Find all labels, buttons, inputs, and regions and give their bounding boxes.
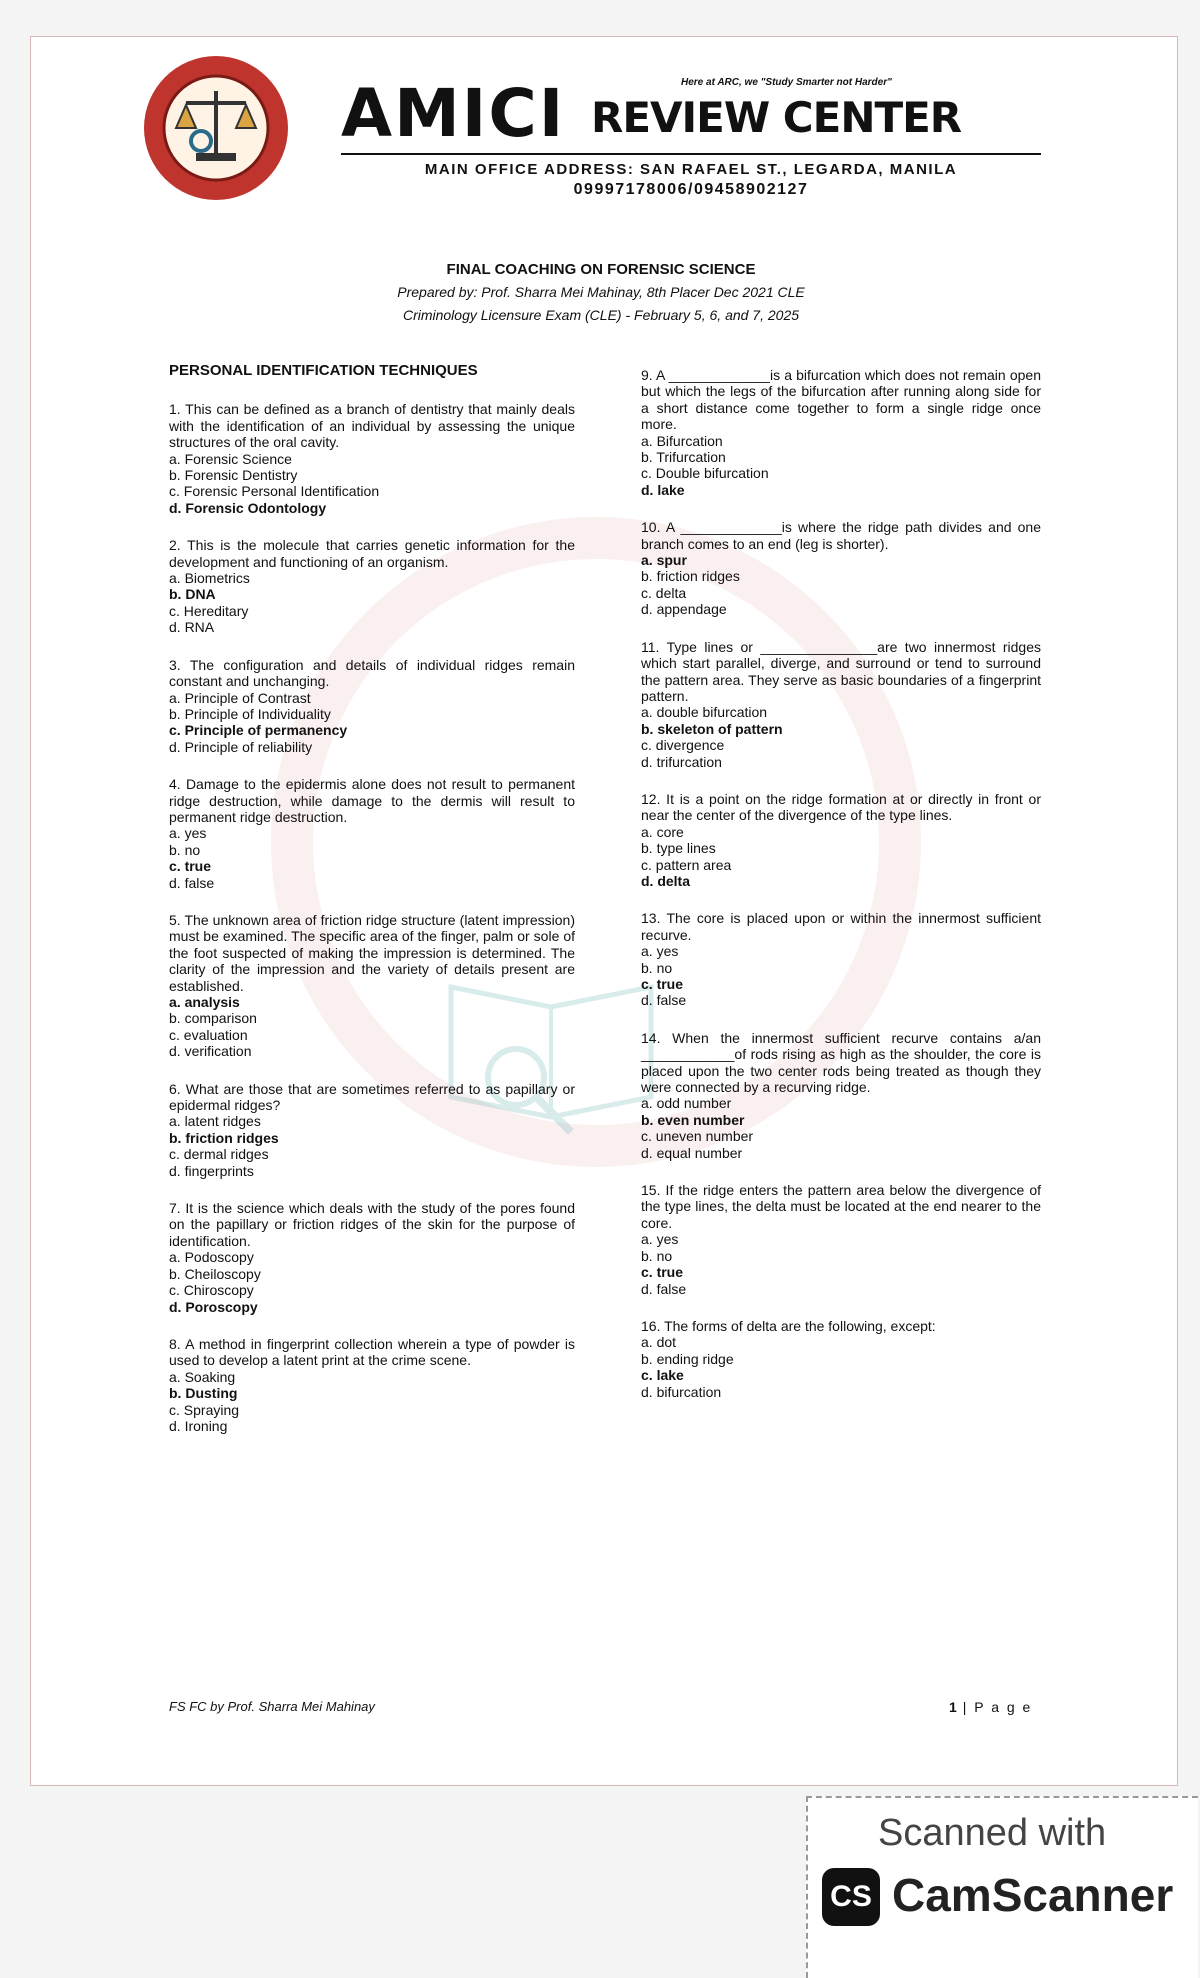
amici-seal-logo xyxy=(141,53,291,203)
answer-option: b. type lines xyxy=(641,840,716,857)
question-stem: 16. The forms of delta are the following, except: xyxy=(641,1317,936,1334)
question-item xyxy=(169,1200,575,1315)
brand-suffix: REVIEW CENTER xyxy=(591,93,962,142)
answer-option: d. verification xyxy=(169,1043,252,1060)
brand-tagline: Here at ARC, we "Study Smarter not Harder" xyxy=(681,77,892,88)
answer-option: d. fingerprints xyxy=(169,1162,254,1179)
left-column xyxy=(169,363,575,1455)
question-stem: 6. What are those that are sometimes referred to as papillary or epidermal ridges? xyxy=(169,1080,575,1114)
answer-option: b. Cheiloscopy xyxy=(169,1265,261,1282)
answer-option: b. no xyxy=(641,959,673,976)
answer-option-correct: b. friction ridges xyxy=(169,1129,279,1146)
answer-option: b. Principle of Individuality xyxy=(169,705,331,722)
answer-option: a. Principle of Contrast xyxy=(169,689,311,706)
scanned-with-text: Scanned with xyxy=(878,1812,1107,1854)
question-item xyxy=(641,639,1041,770)
answer-option: c. Forensic Personal Identification xyxy=(169,483,380,500)
question-stem: 4. Damage to the epidermis alone does not result to permanent ridge destruction, while damage to the dermis will result to permanent ridge destruction. xyxy=(169,776,575,825)
answer-option: c. divergence xyxy=(641,737,725,754)
question-item xyxy=(641,367,1041,498)
answer-option: a. yes xyxy=(641,1231,679,1248)
question-item xyxy=(169,776,575,891)
question-stem: 5. The unknown area of friction ridge structure (latent impression) must be examined. The specific area of the finger, palm or sole of the foot suspected of making the impression is determined. The clarity of the impression and the variety of details present are established. xyxy=(169,911,575,994)
question-item xyxy=(169,537,575,635)
page-number-value: 1 xyxy=(949,1699,957,1715)
answer-option: c. uneven number xyxy=(641,1128,754,1145)
answer-option: a. Biometrics xyxy=(169,570,250,587)
section-title: PERSONAL IDENTIFICATION TECHNIQUES xyxy=(169,362,478,379)
brand-rule xyxy=(341,153,1041,155)
answer-option-correct: c. Principle of permanency xyxy=(169,722,348,739)
answer-option: b. comparison xyxy=(169,1010,257,1027)
answer-option-correct: d. Poroscopy xyxy=(169,1298,258,1315)
answer-option-correct: a. analysis xyxy=(169,994,240,1010)
answer-option: d. false xyxy=(169,874,215,891)
answer-option: d. false xyxy=(641,1280,687,1297)
answer-option-correct: c. true xyxy=(641,976,684,992)
answer-option: a. yes xyxy=(169,825,207,842)
answer-option-correct: b. skeleton of pattern xyxy=(641,720,783,737)
question-item xyxy=(169,912,575,1060)
answer-option: a. Forensic Science xyxy=(169,450,292,467)
answer-option: c. Chiroscopy xyxy=(169,1282,254,1299)
answer-option: a. latent ridges xyxy=(169,1113,261,1130)
answer-option-correct: b. even number xyxy=(641,1111,745,1128)
answer-option: b. no xyxy=(641,1247,673,1264)
question-stem: 9. A _____________is a bifurcation which does not remain open but which the legs of the bifurcation after running along side for a short distance come together to form a single ridge once more. xyxy=(641,367,1041,433)
answer-option-correct: c. true xyxy=(641,1264,684,1281)
answer-option: a. dot xyxy=(641,1334,677,1351)
question-item xyxy=(169,657,575,755)
question-stem: 15. If the ridge enters the pattern area below the divergence of the type lines, the delta must be located at the end nearer to the core. xyxy=(641,1182,1041,1231)
question-stem: 3. The configuration and details of individual ridges remain constant and unchanging. xyxy=(169,656,575,690)
page-number xyxy=(949,1699,1032,1715)
camscanner-name: CamScanner xyxy=(892,1869,1174,1921)
answer-option: a. Podoscopy xyxy=(169,1249,254,1266)
camscanner-watermark xyxy=(806,1796,1198,1978)
answer-option: d. Ironing xyxy=(169,1417,228,1434)
question-stem: 8. A method in fingerprint collection wherein a type of powder is used to develop a latent print at the crime scene. xyxy=(169,1335,575,1369)
answer-option-correct: c. true xyxy=(169,858,212,875)
question-stem: 7. It is the science which deals with the study of the pores found on the papillary or friction ridges of the skin for the purpose of identification. xyxy=(169,1200,575,1249)
answer-option: d. trifurcation xyxy=(641,753,722,770)
footer-author: FS FC by Prof. Sharra Mei Mahinay xyxy=(169,1699,375,1714)
contact-phones: 09997178006/09458902127 xyxy=(573,181,809,198)
question-item xyxy=(641,519,1041,617)
question-item xyxy=(641,791,1041,889)
brand-name: AMICI xyxy=(341,75,566,152)
document-heading xyxy=(301,259,901,327)
camscanner-logo-icon: CS xyxy=(822,1868,880,1926)
answer-option: b. ending ridge xyxy=(641,1350,734,1367)
answer-option: d. appendage xyxy=(641,601,727,618)
answer-option: a. Bifurcation xyxy=(641,432,723,449)
answer-option: c. Spraying xyxy=(169,1401,240,1418)
prepared-by: Prepared by: Prof. Sharra Mei Mahinay, 8th Placer Dec 2021 CLE xyxy=(397,284,805,300)
answer-option: a. core xyxy=(641,823,684,840)
answer-option: c. evaluation xyxy=(169,1026,248,1043)
question-stem: 1. This can be defined as a branch of dentistry that mainly deals with the identification of an individual by assessing the unique structures of the oral cavity. xyxy=(169,401,575,451)
question-stem: 13. The core is placed upon or within the innermost sufficient recurve. xyxy=(641,910,1041,943)
answer-option: d. Principle of reliability xyxy=(169,738,313,755)
answer-option: a. double bifurcation xyxy=(641,704,768,721)
answer-option: b. Trifurcation xyxy=(641,449,726,466)
question-stem: 2. This is the molecule that carries genetic information for the development and functioning of an organism. xyxy=(169,537,575,570)
answer-option: c. Double bifurcation xyxy=(641,465,769,482)
question-item xyxy=(641,1030,1041,1161)
question-item xyxy=(641,1318,1041,1400)
exam-schedule: Criminology Licensure Exam (CLE) - February 5, 6, and 7, 2025 xyxy=(402,307,800,323)
answer-option: a. Soaking xyxy=(169,1368,236,1385)
answer-option: b. no xyxy=(169,841,201,858)
answer-option: b. Forensic Dentistry xyxy=(169,467,298,484)
question-stem: 10. A _____________is where the ridge path divides and one branch comes to an end (leg is shorter). xyxy=(641,519,1041,552)
office-address: MAIN OFFICE ADDRESS: SAN RAFAEL ST., LEGARDA, MANILA xyxy=(424,161,958,178)
answer-option-correct: b. Dusting xyxy=(169,1385,238,1402)
question-stem: 11. Type lines or _______________are two innermost ridges which start parallel, diverge, and surround or tend to surround the pattern area. They serve as basic boundaries of a fingerprint pattern. xyxy=(641,638,1041,704)
question-item xyxy=(169,1081,575,1179)
answer-option: d. bifurcation xyxy=(641,1383,722,1400)
answer-option: a. odd number xyxy=(641,1095,732,1112)
answer-option-correct: b. DNA xyxy=(169,586,216,603)
document-title: FINAL COACHING ON FORENSIC SCIENCE xyxy=(446,261,756,278)
answer-option-correct: a. spur xyxy=(641,552,687,569)
question-item xyxy=(169,1336,575,1434)
answer-option-correct: d. lake xyxy=(641,481,685,498)
answer-option-correct: c. lake xyxy=(641,1367,684,1384)
question-item xyxy=(641,1182,1041,1297)
answer-option: b. friction ridges xyxy=(641,568,740,585)
answer-option: c. delta xyxy=(641,584,687,601)
answer-option: c. Hereditary xyxy=(169,602,249,619)
answer-option: c. pattern area xyxy=(641,856,732,873)
answer-option: a. yes xyxy=(641,943,679,960)
answer-option-correct: d. Forensic Odontology xyxy=(169,499,327,516)
answer-option: d. false xyxy=(641,992,687,1009)
question-stem: 12. It is a point on the ridge formation at or directly in front or near the center of the divergence of the type lines. xyxy=(641,790,1041,824)
answer-option: c. dermal ridges xyxy=(169,1146,269,1163)
question-stem: 14. When the innermost sufficient recurve contains a/an ____________of rods rising as high as the shoulder, the core is placed upon the two center rods being treated as though they were connected by a recurving ridge. xyxy=(641,1029,1041,1096)
question-item xyxy=(641,910,1041,1008)
answer-option: d. RNA xyxy=(169,619,215,636)
answer-option: d. equal number xyxy=(641,1144,743,1161)
right-column xyxy=(641,367,1041,1421)
question-item xyxy=(169,401,575,516)
document-page xyxy=(30,36,1178,1786)
answer-option-correct: d. delta xyxy=(641,872,691,889)
page-label: | P a g e xyxy=(962,1699,1033,1715)
